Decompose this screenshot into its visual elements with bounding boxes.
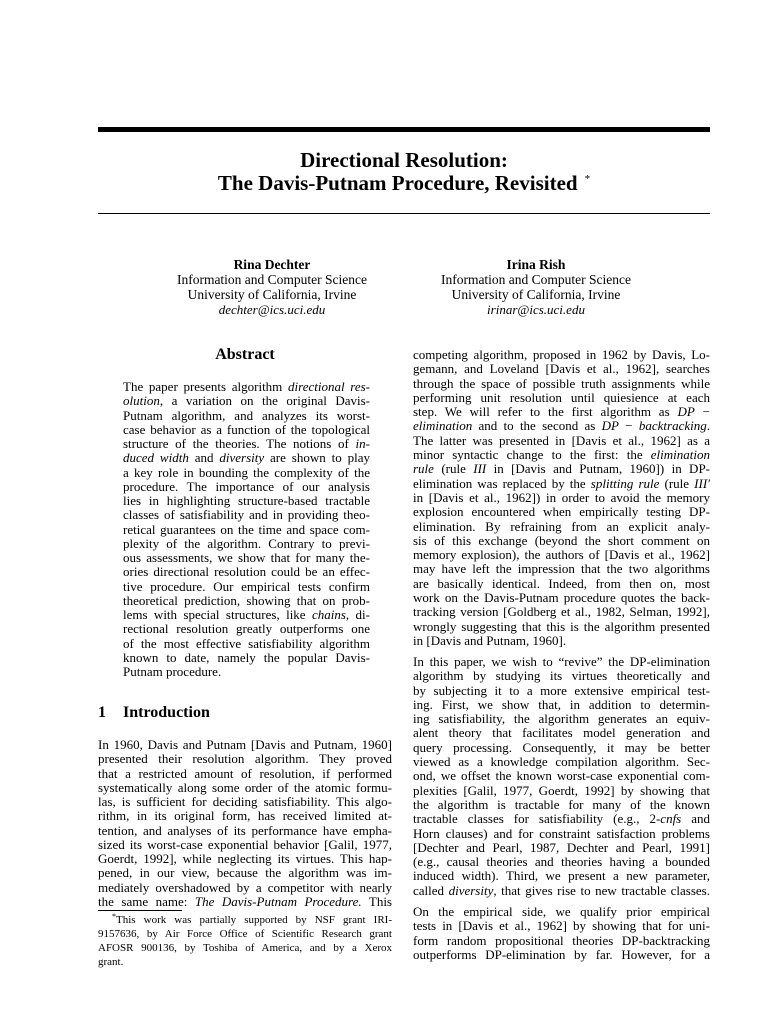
text-segment: performing unit resolution until quiesience at each bbox=[413, 389, 710, 405]
author-department: Information and Computer Science bbox=[176, 272, 368, 287]
text-segment: las, is sufficient for deciding satisfiability. This algo- bbox=[98, 794, 392, 810]
abstract-line bbox=[123, 480, 370, 494]
introduction-line bbox=[98, 795, 392, 809]
footnote-line bbox=[98, 955, 392, 969]
introduction-line bbox=[98, 781, 392, 795]
text-segment: In 1960, Davis and Putnam [Davis and Putnam, 1960] bbox=[98, 737, 392, 752]
text-segment: tracking version [Goldberg et al., 1982, Selman, 1992], bbox=[413, 604, 710, 620]
right-column-line bbox=[413, 405, 710, 419]
footnote-line bbox=[98, 927, 392, 941]
paper-title-line-2 bbox=[98, 171, 710, 195]
author-name: Irina Rish bbox=[506, 257, 566, 272]
text-segment: ond, we offset the known worst-case exponential com- bbox=[413, 768, 710, 784]
text-segment: alent theory that facilitates model generation and bbox=[413, 725, 710, 741]
right-column-line bbox=[413, 419, 710, 433]
text-segment: ories directional resolution could be an effec- bbox=[123, 564, 370, 580]
section-number: 1 bbox=[98, 704, 106, 721]
author-name: Rina Dechter bbox=[233, 257, 311, 272]
right-column-line bbox=[413, 855, 710, 869]
italic-text: olution bbox=[123, 393, 160, 409]
text-segment: In this paper, we wish to “revive” the DP-elimination bbox=[413, 654, 710, 669]
right-column-line bbox=[413, 784, 710, 798]
introduction-line bbox=[98, 838, 392, 852]
right-column-line bbox=[413, 534, 710, 548]
italic-text: cnfs bbox=[660, 811, 682, 827]
abstract-line bbox=[123, 608, 370, 622]
right-column-line bbox=[413, 655, 710, 669]
text-segment: ous assessments, we show that for many the- bbox=[123, 550, 370, 565]
abstract-line bbox=[123, 637, 370, 651]
abstract-line bbox=[123, 380, 370, 394]
italic-text: diversity bbox=[448, 882, 494, 898]
introduction-line bbox=[98, 824, 392, 838]
right-column-line bbox=[413, 698, 710, 712]
right-column-line bbox=[413, 634, 710, 648]
introduction-line bbox=[98, 809, 392, 823]
italic-text: backtracking bbox=[638, 418, 707, 434]
abstract-line bbox=[123, 451, 370, 465]
text-segment: in [Davis and Putnam, 1960]. bbox=[413, 632, 567, 648]
text-segment: ing satisfiability, the algorithm generates an equiv- bbox=[413, 711, 710, 727]
text-segment: query processing. Consequently, it may be better bbox=[413, 739, 710, 755]
text-segment: Horn clauses) and for constraint satisfaction problems bbox=[413, 825, 710, 841]
italic-text: III′ bbox=[694, 475, 710, 491]
text-segment: plexity of the algorithm. Contrary to previ- bbox=[123, 535, 370, 551]
text-segment: of the most effective satisfiability algorithm bbox=[123, 635, 370, 651]
italic-text: rule bbox=[413, 461, 434, 477]
text-segment: structure of the theories. The notions of bbox=[123, 436, 356, 451]
author-email: dechter@ics.uci.edu bbox=[218, 302, 326, 317]
text-segment: tractable classes for satisfiability (e.g., 2- bbox=[413, 811, 661, 827]
text-segment: are shown to play bbox=[264, 450, 370, 466]
right-column-line bbox=[413, 841, 710, 855]
text-segment: pened, in our view, because the algorithm was im- bbox=[98, 865, 392, 881]
top-rule bbox=[98, 127, 710, 132]
text-segment: lems with special structures, like bbox=[123, 607, 312, 622]
italic-text: DP bbox=[677, 404, 695, 420]
abstract-line bbox=[123, 580, 370, 594]
right-column-line bbox=[413, 919, 710, 933]
title-footnote-marker: * bbox=[584, 173, 591, 185]
right-column-line bbox=[413, 948, 710, 962]
italic-text: splitting rule bbox=[590, 475, 660, 491]
right-column-line bbox=[413, 348, 710, 362]
right-column-line bbox=[413, 505, 710, 519]
right-column-line bbox=[413, 491, 710, 505]
text-segment: This bbox=[361, 893, 392, 909]
text-segment: competing algorithm, proposed in 1962 by Davis, Lo- bbox=[413, 347, 710, 362]
introduction-line bbox=[98, 752, 392, 766]
right-column-line bbox=[413, 712, 710, 726]
text-segment: theoretical prediction, showing that on prob- bbox=[123, 592, 370, 608]
text-segment: elimination was replaced by the bbox=[413, 475, 591, 491]
introduction-line bbox=[98, 852, 392, 866]
text-segment: through the space of possible truth assignments while bbox=[413, 375, 710, 391]
right-column-line bbox=[413, 562, 710, 576]
text-segment: 9157636, by Air Force Office of Scientific Research grant bbox=[98, 928, 392, 940]
italic-text: elimination bbox=[650, 447, 710, 463]
right-column-line bbox=[413, 884, 710, 898]
italic-text: elimination bbox=[413, 418, 473, 434]
text-segment: outperforms DP-elimination by far. However, for a bbox=[413, 946, 710, 962]
italic-text: III bbox=[473, 461, 487, 477]
text-segment: minor syntactic change to the first: the bbox=[413, 447, 651, 463]
text-segment: may have left the impression that the two algorithms bbox=[413, 561, 710, 577]
right-column-line bbox=[413, 934, 710, 948]
text-segment: gemann, and Loveland [Davis et al., 1962], searches bbox=[413, 361, 710, 377]
text-segment: rithm, in its original form, has received limited at- bbox=[98, 808, 392, 824]
abstract-line bbox=[123, 494, 370, 508]
right-column-paragraph bbox=[413, 655, 710, 898]
author-email: irinar@ics.uci.edu bbox=[487, 302, 585, 317]
text-segment: case behavior as a function of the topological bbox=[123, 421, 370, 437]
text-segment: mediately overshadowed by a competitor with nearly bbox=[98, 879, 392, 895]
text-segment: Putnam algorithm, and analyzes its worst- bbox=[123, 407, 370, 423]
abstract-line bbox=[123, 523, 370, 537]
right-column-paragraph bbox=[413, 348, 710, 648]
right-column-line bbox=[413, 462, 710, 476]
italic-text: in- bbox=[355, 436, 370, 451]
italic-text: duced width bbox=[123, 450, 189, 466]
abstract-line bbox=[123, 423, 370, 437]
abstract-line bbox=[123, 508, 370, 522]
abstract-line bbox=[123, 565, 370, 579]
text-segment: , di- bbox=[345, 607, 370, 622]
right-column-line bbox=[413, 605, 710, 619]
abstract-line bbox=[123, 537, 370, 551]
text-segment: systematically along some order of the atomic formu- bbox=[98, 779, 392, 795]
introduction-line bbox=[98, 866, 392, 880]
author-block bbox=[406, 257, 666, 317]
footnote bbox=[98, 913, 392, 969]
text-segment: presented their resolution algorithm. They proved bbox=[98, 751, 392, 767]
right-column-line bbox=[413, 620, 710, 634]
abstract-line bbox=[123, 409, 370, 423]
text-segment: (rule bbox=[433, 461, 474, 477]
text-segment: the algorithm is tractable for many of the known bbox=[413, 796, 710, 812]
text-segment: step. We will refer to the first algorithm as bbox=[413, 404, 678, 420]
paper-title-text: The Davis-Putnam Procedure, Revisited bbox=[217, 171, 578, 195]
right-column-line bbox=[413, 869, 710, 883]
text-segment: sized its worst-case exponential behavior [Galil, 1977, bbox=[98, 836, 392, 852]
text-segment: tests in [Davis et al., 1962] by showing that for uni- bbox=[413, 918, 710, 934]
text-segment: in [Davis and Putnam, 1960]) in DP- bbox=[486, 461, 711, 477]
text-segment: explosion encountered when empirically testing DP- bbox=[413, 504, 710, 520]
text-segment: rectional resolution greatly outperforms one bbox=[123, 621, 370, 637]
abstract-line bbox=[123, 437, 370, 451]
right-column-line bbox=[413, 827, 710, 841]
introduction-line bbox=[98, 738, 392, 752]
text-segment: The paper presents algorithm bbox=[123, 379, 288, 394]
italic-text: chains bbox=[311, 607, 346, 622]
right-column-line bbox=[413, 812, 710, 826]
right-column-line bbox=[413, 577, 710, 591]
text-segment: ing. First, we show that, in addition to determin- bbox=[413, 696, 710, 712]
text-segment: Goerdt, 1992], while neglecting its virtues. This hap- bbox=[98, 851, 392, 867]
text-segment: . bbox=[706, 418, 710, 434]
text-segment: that a restricted amount of resolution, if performed bbox=[98, 765, 392, 781]
abstract-line bbox=[123, 622, 370, 636]
abstract-line bbox=[123, 466, 370, 480]
author-block bbox=[142, 257, 402, 317]
right-column-line bbox=[413, 591, 710, 605]
italic-text: The Davis-Putnam Procedure. bbox=[194, 893, 362, 909]
text-segment: procedure. The importance of our analysis bbox=[123, 478, 370, 494]
title-rule bbox=[98, 213, 710, 214]
right-column-line bbox=[413, 362, 710, 376]
text-segment: algorithm by studying its virtues theoretically and bbox=[413, 668, 710, 684]
abstract-line bbox=[123, 551, 370, 565]
text-segment: tive procedure. Our empirical tests confirm bbox=[123, 578, 370, 594]
text-segment: and to the second as bbox=[472, 418, 602, 434]
text-segment: known to date, namely the popular Davis- bbox=[123, 649, 370, 665]
right-column-line bbox=[413, 448, 710, 462]
author-university: University of California, Irvine bbox=[187, 287, 357, 302]
text-segment: form random propositional theories DP-backtracking bbox=[413, 932, 710, 948]
footnote-marker: * bbox=[112, 912, 116, 921]
right-column-line bbox=[413, 905, 710, 919]
text-segment: retical guarantees on the time and space com- bbox=[123, 521, 370, 537]
text-segment: AFOSR 900136, by Toshiba of America, and by a Xerox bbox=[98, 942, 392, 954]
footnote-line bbox=[98, 941, 392, 955]
text-segment: Putnam procedure. bbox=[123, 664, 222, 679]
text-segment: [Dechter and Pearl, 1987, Dechter and Pearl, 1991] bbox=[413, 839, 710, 855]
text-segment: , that gives rise to new tractable classes. bbox=[493, 882, 710, 898]
italic-text: DP bbox=[601, 418, 619, 434]
text-segment: classes of satisfiability and in providing theo- bbox=[123, 507, 370, 523]
text-segment: work on the Davis-Putnam procedure quotes the back- bbox=[413, 590, 710, 606]
text-segment: lies in highlighting structure-based tractable bbox=[123, 493, 370, 508]
text-segment: by subjecting it to a more extensive empirical test- bbox=[413, 682, 710, 698]
right-column-line bbox=[413, 377, 710, 391]
text-segment: (e.g., causal theories and theories having a bounded bbox=[413, 854, 710, 870]
right-column-line bbox=[413, 477, 710, 491]
text-segment: tention, and analyses of its performance have empha- bbox=[98, 822, 392, 838]
text-segment: and bbox=[681, 811, 710, 827]
right-column-paragraph bbox=[413, 905, 710, 962]
footnote-line bbox=[98, 913, 392, 927]
text-segment: induced width). Third, we present a new parameter, bbox=[413, 868, 710, 884]
author-university: University of California, Irvine bbox=[451, 287, 621, 302]
right-column-line bbox=[413, 520, 710, 534]
italic-text: diversity bbox=[219, 450, 265, 466]
text-segment: grant. bbox=[98, 956, 124, 968]
author-department: Information and Computer Science bbox=[440, 272, 632, 287]
right-column-line bbox=[413, 669, 710, 683]
text-segment: On the empirical side, we qualify prior empirical bbox=[413, 904, 710, 919]
text-segment: a key role in bounding the complexity of the bbox=[123, 464, 370, 480]
introduction-line bbox=[98, 767, 392, 781]
introduction-line bbox=[98, 895, 392, 909]
text-segment: plexities [Galil, 1977, Goerdt, 1992] by showing that bbox=[413, 782, 710, 798]
text-segment: , a variation on the original Davis- bbox=[159, 393, 370, 409]
abstract-body bbox=[123, 380, 370, 679]
right-column-line bbox=[413, 755, 710, 769]
abstract-line bbox=[123, 651, 370, 665]
introduction-line bbox=[98, 881, 392, 895]
paper-title-line-1: Directional Resolution: bbox=[300, 148, 508, 172]
text-segment: The latter was presented in [Davis et al., 1962] as a bbox=[413, 432, 710, 448]
abstract-heading: Abstract bbox=[215, 346, 275, 363]
right-column-line bbox=[413, 391, 710, 405]
right-column-line bbox=[413, 434, 710, 448]
footnote-rule bbox=[98, 910, 182, 911]
abstract-line bbox=[123, 394, 370, 408]
text-segment: (rule bbox=[659, 475, 695, 491]
text-segment: viewed as a knowledge compilation algorithm. Sec- bbox=[413, 754, 710, 770]
text-segment: are basically identical. Indeed, from then on, most bbox=[413, 575, 710, 591]
abstract-line bbox=[123, 594, 370, 608]
right-column-line bbox=[413, 548, 710, 562]
text-segment: This work was partially supported by NSF grant IRI- bbox=[116, 914, 392, 926]
text-segment: − bbox=[694, 404, 710, 420]
section-title: Introduction bbox=[123, 704, 210, 721]
text-segment: elimination. By refraining from an explicit analy- bbox=[413, 518, 710, 534]
right-column-line bbox=[413, 726, 710, 740]
text-segment: called bbox=[413, 882, 449, 898]
text-segment: − bbox=[618, 418, 639, 434]
italic-text: directional res- bbox=[288, 379, 370, 394]
right-column-line bbox=[413, 684, 710, 698]
section-heading bbox=[98, 705, 392, 721]
introduction-body bbox=[98, 738, 392, 909]
text-segment: wrongly suggesting that this is the algorithm presented bbox=[413, 618, 710, 634]
text-segment: memory explosion), the authors of [Davis et al., 1962] bbox=[413, 547, 710, 563]
right-column-line bbox=[413, 798, 710, 812]
text-segment: sis of this exchange (beyond the short comment on bbox=[413, 532, 710, 548]
text-segment: the same name: bbox=[98, 893, 195, 909]
right-column-line bbox=[413, 769, 710, 783]
text-segment: and bbox=[188, 450, 220, 466]
right-column-line bbox=[413, 741, 710, 755]
text-segment: in [Davis et al., 1962]) in order to avoid the memory bbox=[413, 489, 710, 505]
abstract-line bbox=[123, 665, 370, 679]
